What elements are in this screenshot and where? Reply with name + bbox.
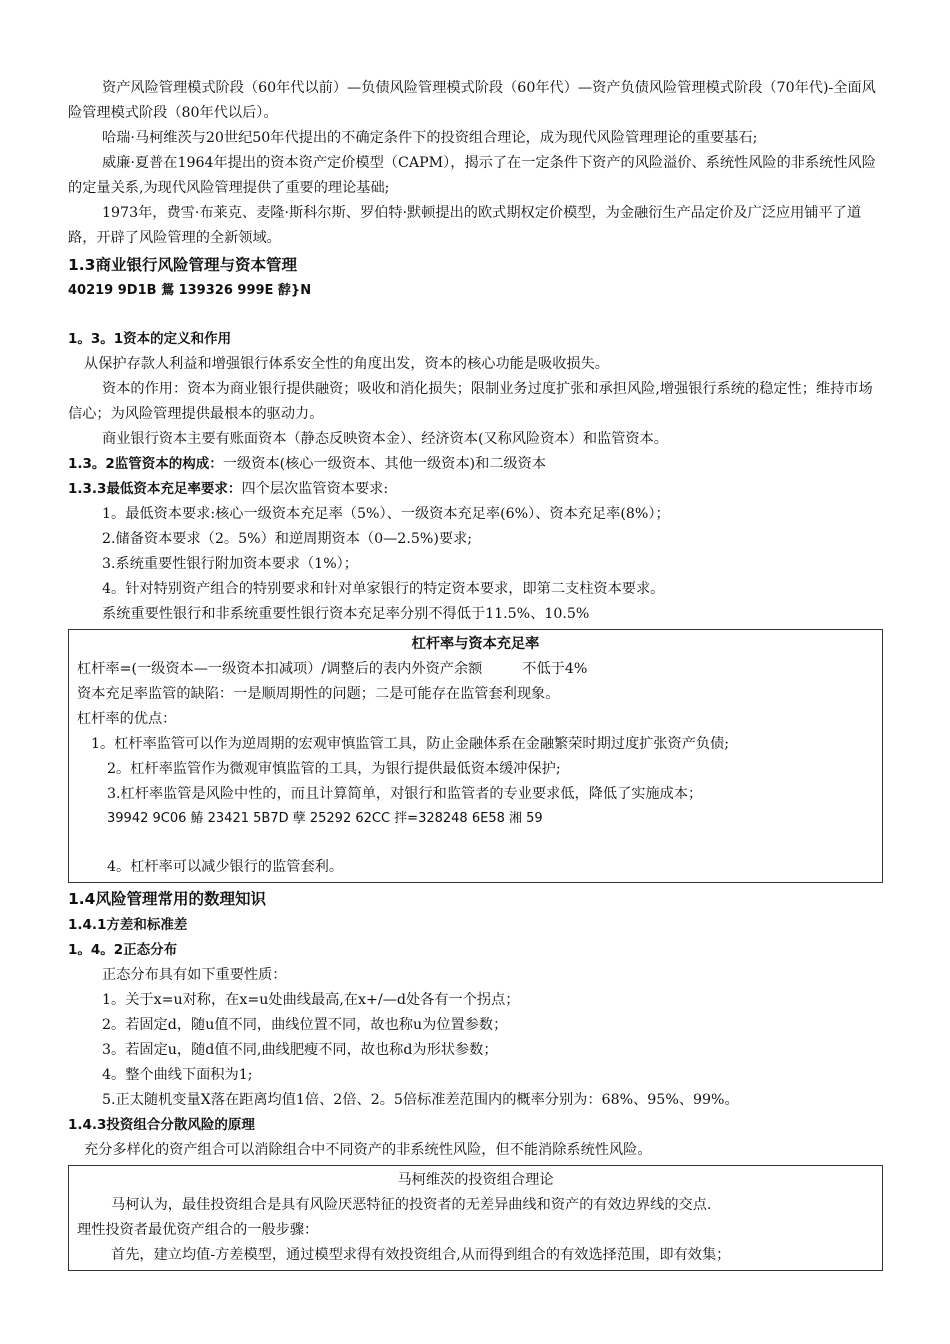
- section-1-3-1-title: 1。3。1资本的定义和作用: [68, 331, 232, 347]
- section-1-3-3-title: 1.3.3最低资本充足率要求：: [68, 481, 242, 497]
- section-1-4-3-title: 1.4.3投资组合分散风险的原理: [68, 1117, 255, 1133]
- intro-paragraph-1: 资产风险管理模式阶段（60年代以前）—负债风险管理模式阶段（60年代）—资产负债风险管理模式阶段（70年代)-全面风险管理模式阶段（80年代以后）。: [68, 80, 876, 121]
- normal-property-item: 4。整个曲线下面积为1;: [102, 1067, 253, 1083]
- normal-distribution-intro: 正态分布具有如下重要性质：: [102, 967, 287, 983]
- document-page: [68, 76, 883, 1273]
- capital-ratio-threshold: 系统重要性银行和非系统重要性银行资本充足率分别不得低于11.5%、10.5%: [102, 606, 590, 622]
- section-1-3-title: 1.3商业银行风险管理与资本管理: [68, 256, 297, 274]
- capital-requirement-item: 1。最低资本要求:核心一级资本充足率（5%）、一级资本充足率(6%）、资本充足率(8%）；: [102, 506, 670, 522]
- markowitz-paragraph-3: 首先，建立均值-方差模型，通过模型求得有效投资组合,从而得到组合的有效选择范围，即有效集；: [111, 1247, 731, 1263]
- leverage-advantages-title: 杠杆率的优点：: [77, 711, 177, 727]
- leverage-advantage-2: 2。杠杆率监管作为微观审慎监管的工具，为银行提供最低资本缓冲保护;: [107, 761, 561, 777]
- normal-property-item: 3。若固定u，随d值不同,曲线肥瘦不同，故也称d为形状参数；: [102, 1042, 498, 1058]
- capital-requirement-item: 4。针对特别资产组合的特别要求和针对单家银行的特定资本要求，即第二支柱资本要求。: [102, 581, 665, 597]
- normal-property-item: 1。关于x=u对称，在x=u处曲线最高,在x+/—d处各有一个拐点；: [102, 992, 520, 1008]
- leverage-ratio-box: [68, 629, 883, 883]
- markowitz-paragraph-1: 马柯认为，最佳投资组合是具有风险厌恶特征的投资者的无差异曲线和资产的有效边界线的交点.: [111, 1197, 712, 1213]
- section-1-3-2-text: 一级资本(核心一级资本、其他一级资本)和二级资本: [222, 456, 547, 472]
- normal-property-item: 2。若固定d，随u值不同，曲线位置不同，故也称u为位置参数；: [102, 1017, 508, 1033]
- leverage-box-code: 39942 9C06 鰆 23421 5B7D 孽 25292 62CC 拌=328248 6E58 湘 59: [107, 811, 543, 826]
- section-1-4-title: 1.4风险管理常用的数理知识: [68, 890, 266, 908]
- section-1-3-3-text: 四个层次监管资本要求:: [241, 481, 389, 497]
- capital-function-paragraph: 从保护存款人利益和增强银行体系安全性的角度出发，资本的核心功能是吸收损失。: [84, 356, 609, 372]
- section-1-3-code: 40219 9D1B 鴛 139326 999E 馞}N: [68, 283, 312, 298]
- section-1-4-2-title: 1。4。2正态分布: [68, 942, 178, 958]
- leverage-advantage-4: 4。杠杆率可以减少银行的监管套利。: [107, 859, 344, 875]
- capital-role-paragraph: 资本的作用：资本为商业银行提供融资；吸收和消化损失；限制业务过度扩张和承担风险,增强银行系统的稳定性；维持市场信心；为风险管理提供最根本的驱动力。: [68, 381, 873, 422]
- leverage-advantage-1: 1。杠杆率监管可以作为逆周期的宏观审慎监管工具，防止金融体系在金融繁荣时期过度扩张资产负债;: [91, 736, 730, 752]
- markowitz-box: [68, 1165, 883, 1271]
- section-1-4-1-title: 1.4.1方差和标准差: [68, 917, 188, 933]
- capital-requirement-item: 3.系统重要性银行附加资本要求（1%）；: [102, 556, 358, 572]
- section-1-3-2: [68, 452, 883, 477]
- section-1-3-3: [68, 477, 883, 502]
- intro-paragraph-3: 威廉·夏普在1964年提出的资本资产定价模型（CAPM），揭示了在一定条件下资产的风险溢价、系统性风险的非系统性风险的定量关系,为现代风险管理提供了重要的理论基础;: [68, 155, 876, 196]
- diversification-paragraph: 充分多样化的资产组合可以消除组合中不同资产的非系统性风险，但不能消除系统性风险。: [84, 1142, 652, 1158]
- capital-regulation-defect: 资本充足率监管的缺陷：一是顺周期性的问题；二是可能存在监管套利现象。: [77, 686, 560, 702]
- normal-property-item: 5.正太随机变量X落在距离均值1倍、2倍、2。5倍标准差范围内的概率分别为：68%、95%、99%。: [102, 1092, 739, 1108]
- leverage-box-title: 杠杆率与资本充足率: [411, 636, 540, 652]
- capital-types-paragraph: 商业银行资本主要有账面资本（静态反映资本金）、经济资本(又称风险资本）和监管资本。: [102, 431, 668, 447]
- markowitz-box-title: 马柯维茨的投资组合理论: [397, 1172, 554, 1188]
- intro-paragraph-2: 哈瑞·马柯维茨与20世纪50年代提出的不确定条件下的投资组合理论，成为现代风险管理理论的重要基石;: [102, 130, 758, 146]
- leverage-formula-limit: 不低于4%: [522, 661, 588, 677]
- markowitz-paragraph-2: 理性投资者最优资产组合的一般步骤：: [77, 1222, 319, 1238]
- leverage-advantage-3: 3.杠杆率监管是风险中性的，而且计算简单，对银行和监管者的专业要求低，降低了实施成本；: [107, 786, 703, 802]
- capital-requirement-item: 2.储备资本要求（2。5%）和逆周期资本（0—2.5%)要求;: [102, 531, 473, 547]
- intro-paragraph-4: 1973年，费雪·布莱克、麦隆·斯科尔斯、罗伯特·默顿提出的欧式期权定价模型，为金融衍生产品定价及广泛应用铺平了道路，开辟了风险管理的全新领域。: [68, 205, 862, 246]
- leverage-formula: [77, 657, 874, 682]
- leverage-formula-text: 杠杆率=(一级资本—一级资本扣减项）/调整后的表内外资产余额: [77, 661, 483, 677]
- section-1-3-2-title: 1.3。2监管资本的构成：: [68, 456, 223, 472]
